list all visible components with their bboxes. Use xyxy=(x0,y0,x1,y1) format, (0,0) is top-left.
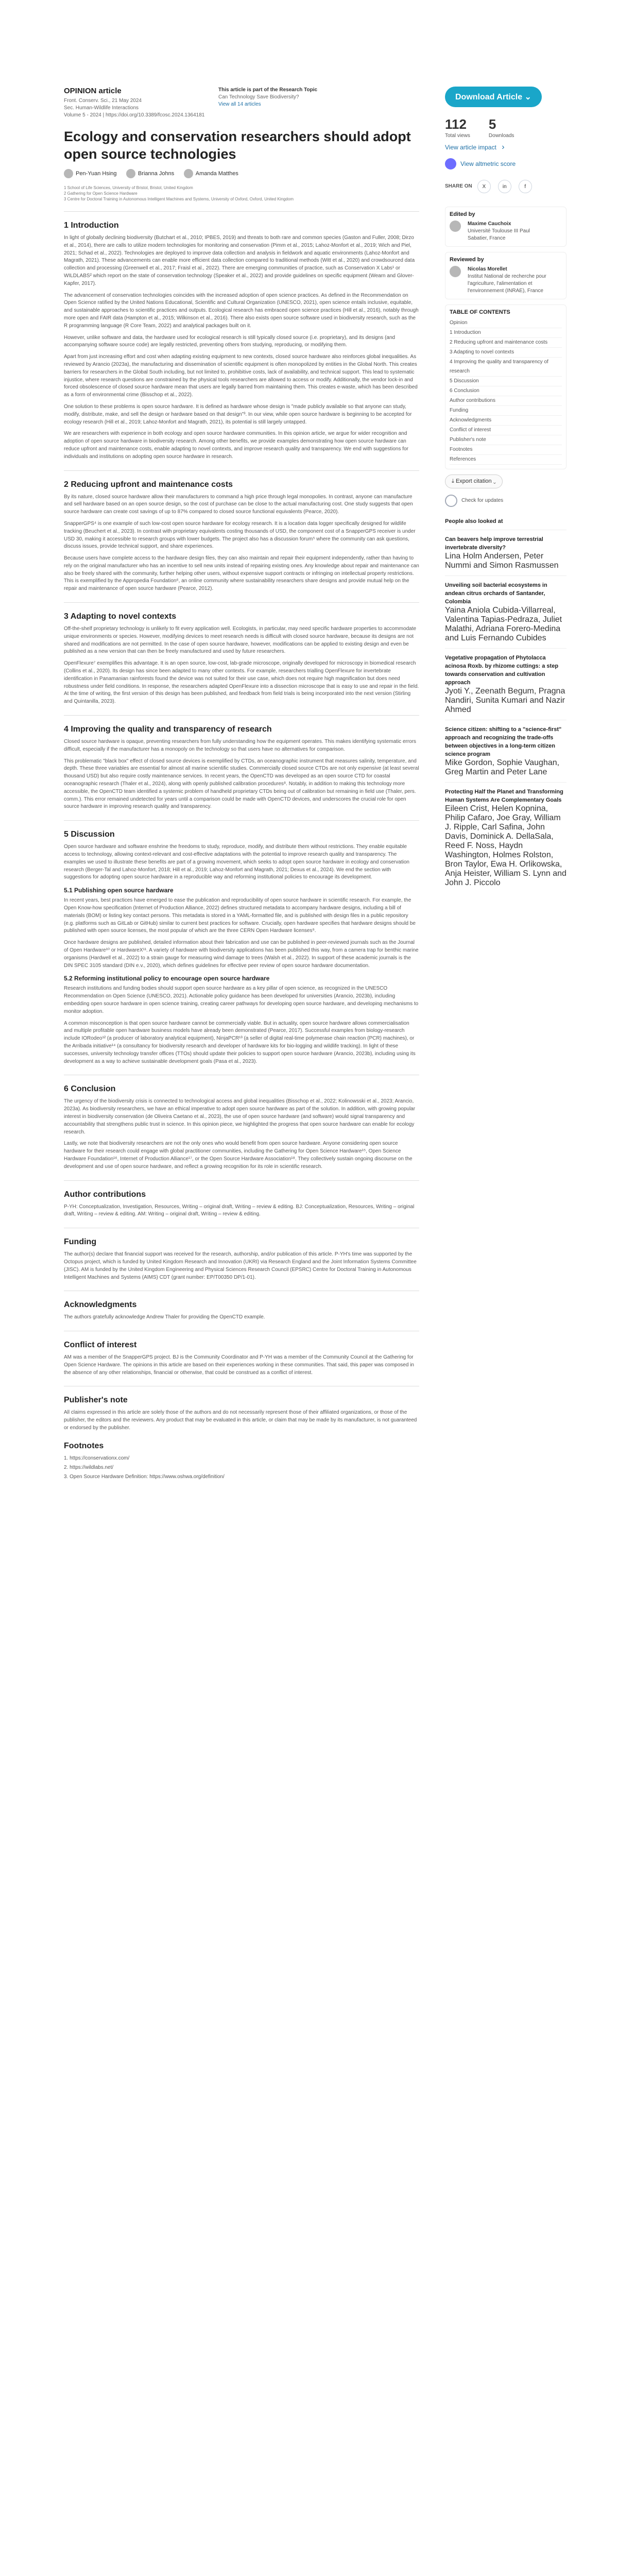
divider xyxy=(64,820,419,821)
author-avatar xyxy=(64,169,73,178)
footnote-3[interactable]: 3. Open Source Hardware Definition: https://www.oshwa.org/definition/ xyxy=(64,1473,225,1480)
section-title: Funding xyxy=(64,1238,97,1247)
toc-item[interactable]: Author contributions xyxy=(450,396,562,406)
editor-name[interactable]: Maxime Cauchoix xyxy=(468,221,511,227)
section xyxy=(64,1084,419,1180)
people-also-looked-label: People also looked at xyxy=(445,518,503,524)
author-name: Amanda Matthes xyxy=(195,171,238,177)
section-paragraph: One solution to these problems is open source hardware. It is defined as hardware whose design is "made publicly available so that anyone can study, modify, distribute, make, and sell the design or hardware based on that design"³. In our view, while open source hardware is beginning to be accepted for ecology research (Hill et al., 2019; Lahoz-Monfort and Magrath, 2021), its potential is still largely untapped. xyxy=(64,403,412,425)
divider xyxy=(64,602,419,603)
downloads-label: Downloads xyxy=(488,133,514,139)
section-paragraph: We are researchers with experience in both ecology and open source hardware communities. In this opinion article, we argue for wider recognition and adoption of open source hardware in biodiversity research. Among other benefits, we provide examples demonstrating how open source hardware can reduce upfront and maintenance costs, enable adapting to novel contexts, and improve research quality and transparency. We end with suggestions for individuals and institutions on adopting open source hardware in research. xyxy=(64,431,408,460)
section xyxy=(64,725,419,821)
footnotes-list xyxy=(64,1455,419,1481)
section-title: 5 Discussion xyxy=(64,830,115,839)
section-paragraph: OpenFlexure⁷ exemplifies this advantage. It is an open source, low-cost, lab-grade microscope, originally developed for microscopy in biomedical research (Collins et al., 2020). Its design has since been adapted to many other contexts. For example, researchers trialling OpenFlexure for invertebrate identification in Panamanian rainforests found the device was not suited for their use case, which does not require high magnification but does need robustness under field conditions. In response, the researchers adapted OpenFlexure into a dissection microscope that is easy to use and repair in the field. At the time of writing, the first version of this design has been published, and feedback from field trials is being incorporated into the next version (Stirling and Quintanilla, 2023). xyxy=(64,660,419,705)
section-paragraph: The urgency of the biodiversity crisis is connected to technological access and global inequalities (Bisschop et al., 2022; Kolinowsski et al., 2023; Arancio, 2023a). As biodiversity researchers, we have an ethical imperative to adopt open source hardware as part of the solution. In addition, with growing popular interest in biodiversity conservation (de Oliveira Caetano et al., 2023), the use of open source hardware (and software) would signal transparency and accountability that strengthens public trust in science. In this opinion piece, we highlighted the progress that open source hardware can enable for ecology research. xyxy=(64,1098,416,1135)
author-2[interactable] xyxy=(126,169,174,178)
subsection-title: 5.1 Publishing open source hardware xyxy=(64,887,174,894)
divider xyxy=(64,715,419,716)
editor-row xyxy=(450,221,562,242)
toc-item[interactable]: Footnotes xyxy=(450,445,562,455)
footnotes-title: Footnotes xyxy=(64,1441,104,1450)
share-label: SHARE ON xyxy=(445,183,472,189)
related-authors: Lina Holm Andersen, Peter Nummi and Simon Rasmussen xyxy=(445,552,559,570)
reviewed-by-box xyxy=(445,252,566,299)
main-column xyxy=(64,87,419,1483)
chevron-right-icon: › xyxy=(502,143,505,151)
affiliation: 3 Centre for Doctoral Training in Autonomous Intelligent Machines and Systems, University of Oxford, Oxford, United Kingdom xyxy=(64,197,294,201)
related-article[interactable] xyxy=(445,530,566,575)
download-label: Download Article xyxy=(455,93,523,101)
related-title: Science citizen: shifting to a "science-first" approach and recognizing the trade-offs between objectives in a long-term citizen science program xyxy=(445,726,562,757)
subsection-paragraph: Research institutions and funding bodies should support open source hardware as a key pillar of open science, as recognized in the UNESCO Recommendation on Open Science (UNESCO, 2021). Actionable policy guidance has been developed for universities (Arancio, 2023b), including embedding open source hardware in open science training, creating career pathways for developing open source hardware, and developing mechanisms to monitor adoption. xyxy=(64,986,419,1014)
section-paragraph: AM was a member of the SnapperGPS project. BJ is the Community Coordinator and P-YH was a member of the Community Council at the Gathering for Open Science Hardware. The opinions in this article are based on their experiences working in these communities. That said, this paper was composed in the absence of any other relationships, financial or otherwise, that could be construed as a conflict of interest. xyxy=(64,1354,414,1376)
toc-item[interactable]: 4 Improving the quality and transparency of research xyxy=(450,358,562,377)
footnote-1[interactable]: 1. https://conservationx.com/ xyxy=(64,1455,130,1461)
related-authors: Jyoti Y., Zeenath Begum, Pragna Nandiri, Sunita Kumari and Nazir Ahmed xyxy=(445,687,565,714)
reviewer-avatar xyxy=(450,266,461,277)
toc-item[interactable]: Opinion xyxy=(450,318,562,328)
section xyxy=(64,221,419,471)
related-title: Can beavers help improve terrestrial invertebrate diversity? xyxy=(445,536,543,551)
views-label: Total views xyxy=(445,133,470,139)
related-article[interactable] xyxy=(445,648,566,720)
section xyxy=(64,1190,419,1229)
section xyxy=(64,1396,419,1432)
editor-aff-2: Sabatier, France xyxy=(468,235,506,241)
related-title: Protecting Half the Planet and Transforming Human Systems Are Complementary Goals xyxy=(445,789,563,803)
related-authors: Mike Gordon, Sophie Vaughan, Greg Martin and Peter Lane xyxy=(445,758,560,776)
author-1[interactable] xyxy=(64,169,117,178)
section-paragraph: P-YH: Conceptualization, Investigation, Resources, Writing – original draft, Writing – review & editing. BJ: Conceptualization, Resources, Writing – original draft, Writing – review & editing. AM: Writing – original draft, Writing – review & editing. xyxy=(64,1204,415,1217)
affiliation: 1 School of Life Sciences, University of Bristol, Bristol, United Kingdom xyxy=(64,185,193,190)
header xyxy=(64,87,419,123)
toc-list xyxy=(450,318,562,465)
section-paragraph: The authors gratefully acknowledge Andrew Thaler for providing the OpenCTD example. xyxy=(64,1314,265,1320)
reviewed-by-label: Reviewed by xyxy=(450,257,484,263)
edited-by-label: Edited by xyxy=(450,211,475,217)
author-avatar xyxy=(184,169,193,178)
section-paragraph: Off-the-shelf proprietary technology is unlikely to fit every application well. Ecologists, in particular, may need specific hardware properties to accommodate unique environments or species. However, modifying devices to meet research needs is difficult with closed source hardware, because its designs are not shared and modifications are not permitted. In the case of open source hardware, however, modifications can be applied to existing design and even be published as a new version that can then be freely manufactured and used by future researchers. xyxy=(64,626,417,655)
meta-line-1: Front. Conserv. Sci., 21 May 2024 xyxy=(64,98,142,104)
section-paragraph: All claims expressed in this article are solely those of the authors and do not necessarily represent those of their affiliated organizations, or those of the publisher, the editors and the reviewers. Any product that may be evaluated in this article, or claim that may be made by its manufacturer, is not guaranteed or endorsed by the publisher. xyxy=(64,1410,417,1431)
related-authors: Eileen Crist, Helen Kopnina, Philip Cafaro, Joe Gray, William J. Ripple, Carl Safina, John Davis, Dominick A. DellaSala, Reed F. Noss, Haydn Washington, Holmes Rolston, Bron Taylor, Ewa H. Orlikowska, Anja Heister, William S. Lynn and John J. Piccolo xyxy=(445,804,566,887)
related-authors: Yaina Aniola Cubida-Villarreal, Valentina Tapias-Pedraza, Juliet Malathi, Adriana Forero-Medina and Luis Fernando Cubides xyxy=(445,606,562,642)
related-list xyxy=(445,530,566,893)
subsection-paragraph: A common misconception is that open source hardware cannot be commercially viable. But in actuality, open source hardware allows commercialisation and multiple profitable open hardware business models have already been demonstrated (Pearce, 2017). Successful examples from biology-research include IORodeo¹² (a producer of laboratory analytical equipment), NinjaPCR¹³ (a seller of digital real-time polymerase chain reaction (PCR) machines), or the Arribada initiative¹⁴ (a consultancy for biodiversity research and developer of hardware kits for bio-logging and wildlife tracking). In light of these successes, university technology transfer offices (TTOs) should update their policies to support open source hardware (Arancio, 2023b), including using its development as a way to achieve sustainable development goals (Pasa et al., 2023). xyxy=(64,1020,416,1064)
views-metric xyxy=(445,116,470,140)
toc-item[interactable]: Publisher's note xyxy=(450,435,562,445)
related-title: Vegetative propagation of Phytolacca acinosa Roxb. by rhizome cuttings: a step towards conservation and cultivation approach xyxy=(445,655,559,686)
editor-aff-1: Université Toulouse III Paul xyxy=(468,228,530,234)
topic-note-line-1: This article is part of the Research Topic xyxy=(218,87,318,93)
section-paragraph: However, unlike software and data, the hardware used for ecological research is still typically closed source (i.e. proprietary), and its designs (and accompanying software source code) are legally restricted, preventing others from studying, reproducing, or modifying them. xyxy=(64,334,396,348)
section xyxy=(64,480,419,603)
share-section xyxy=(445,180,566,193)
section-title: 2 Reducing upfront and maintenance costs xyxy=(64,480,233,489)
related-article[interactable] xyxy=(445,720,566,782)
author-name: Pen-Yuan Hsing xyxy=(76,171,117,177)
impact-link-row xyxy=(445,143,566,152)
reviewer-aff-3: l'environnement (INRAE), France xyxy=(468,288,543,294)
toc-item[interactable]: 2 Reducing upfront and maintenance costs xyxy=(450,338,562,348)
article-type-label: OPINION article xyxy=(64,87,122,95)
subsection-paragraph: Once hardware designs are published, detailed information about their fabrication and use can be published in peer-reviewed journals such as the Journal of Open Hardware¹⁰ or HardwareX¹¹. A variety of hardware with biodiversity applications has been published this way, from a camera trap for benthic marine organisms (Hardwell et al., 2022) to a strain gauge for measuring wind damage to trees (Walsh et al., 2022). In support of these academic journals is the DIN SPEC 3105 standard (DIN e.v., 2020), which defines guidelines for effective peer review of open source hardware documentation. xyxy=(64,940,419,969)
section-title: 6 Conclusion xyxy=(64,1084,116,1094)
share-icons xyxy=(477,180,535,193)
authors xyxy=(64,169,419,181)
linkedin-icon[interactable]: in xyxy=(498,180,511,193)
editor-avatar xyxy=(450,221,461,232)
affiliations xyxy=(64,185,419,202)
reviewer-name[interactable]: Nicolas Morellet xyxy=(468,266,507,272)
article-title: Ecology and conservation researchers should adopt open source technologies xyxy=(64,129,411,162)
sidebar xyxy=(445,87,566,893)
footnotes-section xyxy=(64,1442,419,1481)
section xyxy=(64,1238,419,1291)
view-altmetric-link[interactable]: View altmetric score xyxy=(460,160,516,167)
metrics xyxy=(445,116,566,140)
section-title: 3 Adapting to novel contexts xyxy=(64,612,177,621)
related-article[interactable] xyxy=(445,782,566,893)
section xyxy=(64,612,419,716)
topic-note-line-3[interactable]: View all 14 articles xyxy=(218,101,261,107)
x-icon[interactable]: X xyxy=(477,180,491,193)
reviewer-aff-2: l'agriculture, l'alimentation et xyxy=(468,281,533,286)
section-paragraph: Because users have complete access to the hardware design files, they can also maintain and repair their equipment independently, rather than having to rely on the original manufacturer who has an incentive to sell new units instead of repairing existing ones. Any knowledge about repair and maintenance can also be freely shared with the community, further helping other users, without expensive support contracts or infringing on intellectual property restrictions. This is exemplified by the Appropedia Foundation⁶, an online community where sustainability researchers share designs and provide mutual help on the repair and maintenance of open source hardware (Pearce, 2012). xyxy=(64,555,419,592)
chevron-down-icon: ⌄ xyxy=(493,478,496,484)
toc-item[interactable]: References xyxy=(450,455,562,465)
toc-box xyxy=(445,304,566,469)
affiliation: 2 Gathering for Open Science Hardware xyxy=(64,191,138,196)
footnote-2[interactable]: 2. https://wildlabs.net/ xyxy=(64,1464,114,1470)
toc-title: TABLE OF CONTENTS xyxy=(450,309,510,315)
divider xyxy=(64,1180,419,1181)
facebook-icon[interactable]: f xyxy=(519,180,532,193)
section-paragraph: Apart from just increasing effort and cost when adapting existing equipment to new contexts, closed source hardware also reinforces global inequalities. As reviewed by Arancio (2023a), the manufacturing and dissemination of scientific equipment is often monopolized by entities in the Global North. This creates barriers for researchers in the Global South including, but not limited to, prohibitive costs, lack of availability, and technical support. This lead to systematic injustice, where research questions are constrained by the physical tools researchers are allowed to access or modify. Additionally, the vendor lock-in and forced obsolescence of closed source hardware mean that users are legally barred from maintaining them. This creates e-waste, which has been described as a form of environmental crime (Bisschop et al., 2022). xyxy=(64,354,418,398)
reviewer-aff-1: Institut National de recherche pour xyxy=(468,274,546,279)
section xyxy=(64,1300,419,1331)
downloads-metric xyxy=(489,116,514,140)
subsection-paragraph: In recent years, best practices have emerged to ease the publication and reproducibility of open source hardware in scientific research. For example, the Open Know-how specification (Internet of Production Alliance, 2022) defines structured metadata to accompany hardware designs, including a bill of materials (BOM) or listing key contact persons. This metadata is stored in a YAML-formatted file, and is published with design files in a public repository (e.g. platforms such as GitLab or GitHub) similar to current best practices for software. Crucially, open hardware specifies that hardware designs should be published with open source licenses, the most popular of which are the three CERN Open Hardware licenses⁹. xyxy=(64,897,416,934)
section-title: 4 Improving the quality and transparency of research xyxy=(64,725,272,734)
section-title: Author contributions xyxy=(64,1190,146,1199)
subsection-title: 5.2 Reforming institutional policy to encourage open source hardware xyxy=(64,975,270,982)
toc-item[interactable]: 1 Introduction xyxy=(450,328,562,338)
reviewer-row xyxy=(450,266,562,295)
toc-item[interactable]: 3 Adapting to novel contexts xyxy=(450,348,562,358)
toc-item[interactable]: Conflict of interest xyxy=(450,426,562,435)
people-also-looked xyxy=(445,518,566,893)
chevron-down-icon: ⌄ xyxy=(524,93,531,101)
section-title: Publisher's note xyxy=(64,1396,128,1405)
export-row xyxy=(445,474,566,488)
section-paragraph: This problematic "black box" effect of closed source devices is exemplified by CTDs, an oceanographic instrument that measures salinity, temperature, and depth. These three variables are essential for almost all marine scientific studies. Commercially closed source CTDs are not only expensive (at least several thousand USD) but also require costly maintenance services. In recent years, the OpenCTD was developed as an open source CTD for coastal oceanographic research (Thaler et al., 2024), along with openly published calibration procedures⁸. Notably, in addition to making this technology more accessible, the OpenCTD team identified a systemic problem of handheld proprietary CTDs being out of calibration but remaining in field use (Thaler, pers. comm.). This error remained undetected for years until a comparison could be made with OpenCTD devices, and underscores the crucial role for open source hardware in improving research quality and transparency. xyxy=(64,758,419,810)
section-title: 1 Introduction xyxy=(64,221,119,230)
section-paragraph: Open source hardware and software enshrine the freedoms to study, reproduce, modify, and distribute them without restrictions. They enable equitable access to technology, allowing context-relevant and cost-effective adaptations with the potential to improve research quality and transparency. The examples we used to illustrate these benefits are part of a growing movement, which seeks to adopt open source hardware in ecology and conservation research (Berger-Tal and Lahoz-Monfort, 2018; Hill et al., 2019; Lahoz-Monfort and Magrath, 2021; Dexus et al., 2024). We end the section with suggestions for adopting open source hardware in a reproducible way and reforming institutional policies to encourage its development. xyxy=(64,844,409,880)
related-title: Unveiling soil bacterial ecosystems in andean citrus orchards of Santander, Colombia xyxy=(445,582,547,605)
toc-item[interactable]: 5 Discussion xyxy=(450,377,562,386)
check-updates[interactable] xyxy=(445,495,566,507)
topic-note xyxy=(218,87,317,108)
export-label: Export citation xyxy=(455,478,492,484)
check-updates-label: Check for updates xyxy=(461,498,504,503)
section-paragraph: The author(s) declare that financial support was received for the research, authorship, and/or publication of this article. P-YH's time was supported by the Octopus project, which is funded by United Kingdom Research and Innovation (UKRI) via Research England and the Joint Information Systems Committee (JISC). AM is funded by the United Kingdom Engineering and Physical Sciences Research Council (EPSRC) Centre for Doctoral Training in Autonomous Intelligent Machines and Systems (AIMS) CDT (grant number: EP/T00350 DP/1-01). xyxy=(64,1251,417,1280)
download-article-button[interactable] xyxy=(445,87,542,107)
divider xyxy=(64,211,419,212)
topic-note-line-2: Can Technology Save Biodiversity? xyxy=(218,94,299,100)
altmetric-badge-icon xyxy=(445,158,456,170)
editor-info xyxy=(468,221,530,242)
toc-item[interactable]: Funding xyxy=(450,406,562,416)
author-name: Brianna Johns xyxy=(138,171,175,177)
section-paragraph: In light of globally declining biodiversity (Butchart et al., 2010; IPBES, 2019) and threats to both rare and common species (Gaston and Fuller, 2008; Dirzo et al., 2014), there are calls to utilize modern technologies for monitoring and conservation (Pimm et al., 2015; Lahoz-Monfort et al., 2019; Wich and Piel, 2021; Schad et al., 2022). Technologies are deployed to improve data collection and analysis in fieldwork and aquatic environments (Lahoz-Monfort and Magrath, 2021). These advancements can enable more efficient data collection compared to traditional methods (Witt et al., 2020) and crowdsourced data collection and processing (Greenwell et al., 2017; Fraisl et al., 2022). There are emerging communities of practice, such as Conservation X Labs¹ or WILDLABS² which report on the state of conservation technology (Speaker et al., 2022) and provide guidelines on specific equipment (Wearn and Glover-Kapfer, 2017). xyxy=(64,235,415,286)
download-area xyxy=(445,87,566,107)
section-paragraph: Lastly, we note that biodiversity researchers are not the only ones who would benefit from open source hardware. Anyone considering open source hardware for their research could engage with global practitioner communities, including the Gathering for Open Science Hardware¹⁵, Open Science Hardware Foundation¹⁶, Internet of Production Alliance¹⁷, or the Open Source Hardware Association¹⁸. They collectively sustain ongoing discourse on the development and use of open source hardware, and reflect a growing recognition for its role in scientific research. xyxy=(64,1141,413,1170)
view-impact-link[interactable]: View article impact xyxy=(445,144,496,151)
toc-item[interactable]: 6 Conclusion xyxy=(450,386,562,396)
section-paragraph: Closed source hardware is opaque, preventing researchers from fully understanding how the equipment operates. This makes identifying systematic errors difficult, especially if the manufacturer has a monopoly on the technology so that users have no alternatives for comparison. xyxy=(64,739,417,752)
meta-line-3: Volume 5 - 2024 | https://doi.org/10.3389/fcosc.2024.1364181 xyxy=(64,112,205,118)
section-paragraph: The advancement of conservation technologies coincides with the increased adoption of open science practices. As defined in the Recommendation on Open Science ratified by the United Nations Educational, Scientific and Cultural Organization (UNESCO, 2021), open science entails inclusive, equitable, and sustainable approaches to scientific practices and outputs. Ecological research has embraced open science practices (Hill et al., 2016), notably through more open and FAIR data (Hampton et al., 2015; Wilkinson et al., 2016). There also exists open source software used in biodiversity research, such as the R programming language (R Core Team, 2022) and analytical packages built on it. xyxy=(64,292,419,329)
divider xyxy=(64,470,419,471)
section-title: Conflict of interest xyxy=(64,1341,137,1350)
altmetric-row xyxy=(445,158,566,170)
toc-item[interactable]: Acknowledgments xyxy=(450,416,562,426)
author-avatar xyxy=(126,169,135,178)
section-paragraph: By its nature, closed source hardware allow their manufacturers to command a high price through legal monopolies. In contrast, anyone can manufacture and sell hardware based on an open source design, so the cost of purchase can be close to the actual manufacturing cost. One study suggests that open source hardware can create cost savings of up to 87% compared to closed source functional equivalents (Pearce, 2020). xyxy=(64,494,413,515)
export-citation-button[interactable] xyxy=(445,474,503,488)
section xyxy=(64,830,419,1075)
meta-line-2: Sec. Human-Wildlife Interactions xyxy=(64,105,139,111)
article-body xyxy=(64,221,419,1432)
section-paragraph: SnapperGPS⁴ is one example of such low-cost open source hardware for ecology research. It is a location data logger specifically designed for wildlife tracking (Beuchert et al., 2023). In contrast with proprietary equivalents costing thousands of USD, the component cost of a SnapperGPS receiver is under USD 30, making it accessible to research groups with lower budgets. The project also has a discussion forum⁵ where the community can ask questions, discuss issues, provide technical support, and share experiences. xyxy=(64,520,416,550)
section-title: Acknowledgments xyxy=(64,1300,137,1310)
author-3[interactable] xyxy=(184,169,238,178)
related-article[interactable] xyxy=(445,575,566,648)
views-count: 112 xyxy=(445,116,467,132)
downloads-count: 5 xyxy=(488,116,496,132)
section xyxy=(64,1341,419,1386)
check-updates-icon xyxy=(445,495,457,507)
download-icon: ⤓ xyxy=(452,478,454,484)
edited-by-box xyxy=(445,207,566,247)
reviewer-info xyxy=(468,266,546,295)
